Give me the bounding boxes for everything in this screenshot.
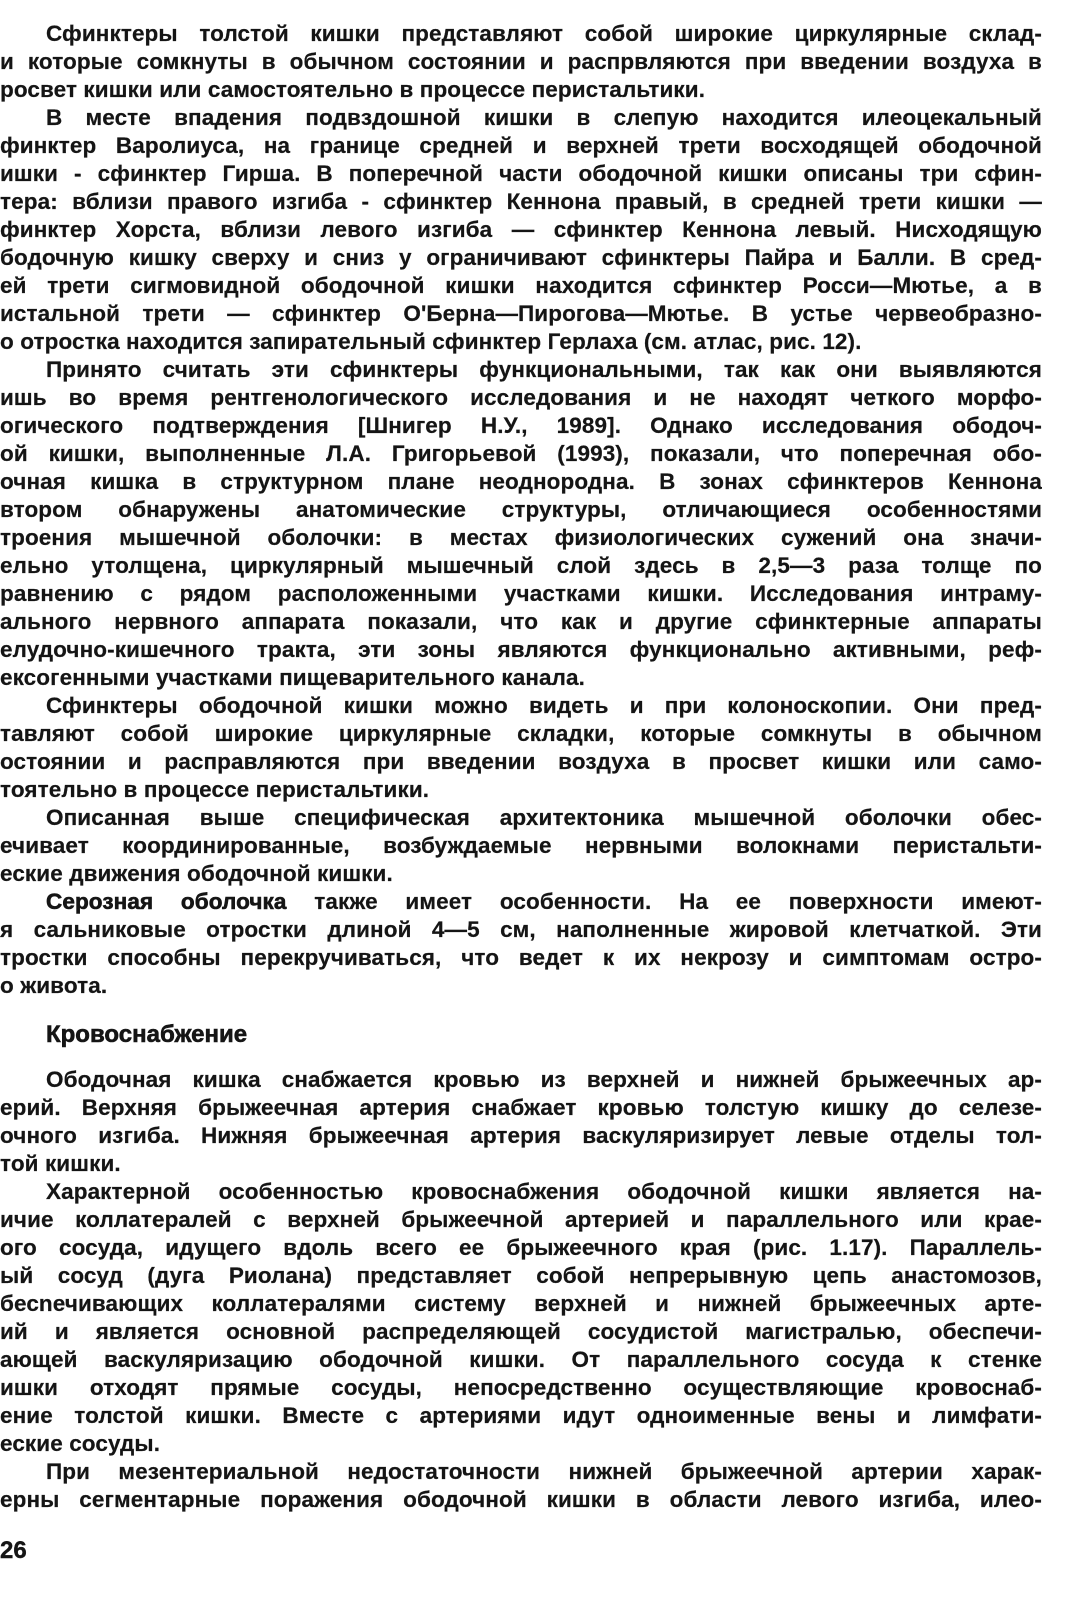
text-line: тавляют собой широкие циркулярные складки, которые сомкнуты в обычном bbox=[0, 721, 1042, 746]
bold-term: Серозная оболочка bbox=[46, 889, 287, 914]
text-line: Ободочная кишка снабжается кровью из верхней и нижней брыжеечных ар- bbox=[46, 1067, 1042, 1092]
page-number: 26 bbox=[0, 1537, 27, 1564]
text-line: ей трети сигмовидной ободочной кишки находится сфинктер Росси—Мютье, а в bbox=[0, 273, 1042, 298]
text-line: ишь во время рентгенологического исследования и не находят четкого морфо- bbox=[0, 385, 1042, 410]
text-line: о отростка находится запирательный сфинктер Герлаха (см. атлас, рис. 12). bbox=[0, 329, 862, 354]
document-page bbox=[0, 8, 1078, 1600]
text-line: Сфинктеры ободочной кишки можно видеть и при колоноскопии. Они пред- bbox=[46, 693, 1042, 718]
text-line: очная кишка в структурном плане неоднородна. В зонах сфинктеров Кеннона bbox=[0, 469, 1042, 494]
text-line: той кишки. bbox=[0, 1151, 121, 1176]
text-line: ого сосуда, идущего вдоль всего ее брыжеечного края (рис. 1.17). Параллель- bbox=[0, 1235, 1042, 1260]
text-line: троения мышечной оболочки: в местах физиологических сужений она значи- bbox=[0, 525, 1042, 550]
text-line: истальной трети — сфинктер О'Берна—Пирогова—Мютье. В устье червеобразно- bbox=[0, 301, 1042, 326]
text-line: ый сосуд (дуга Риолана) представляет собой непрерывную цепь анастомозов, bbox=[0, 1263, 1042, 1288]
text-line: тростки способны перекручиваться, что ведет к их некрозу и симптомам остро- bbox=[0, 945, 1042, 970]
text-line: В месте впадения подвздошной кишки в слепую находится илеоцекальный bbox=[46, 105, 1042, 130]
text-line: ой кишки, выполненные Л.А. Григорьевой (1993), показали, что поперечная обо- bbox=[0, 441, 1042, 466]
text-line: очного изгиба. Нижняя брыжеечная артерия васкуляризирует левые отделы тол- bbox=[0, 1123, 1042, 1148]
section-heading: Кровоснабжение bbox=[46, 1021, 248, 1048]
text-line: Сфинктеры толстой кишки представляют собой широкие циркулярные склад- bbox=[46, 21, 1042, 46]
text-line: ельно утолщена, циркулярный мышечный слой здесь в 2,5—3 раза толще по bbox=[0, 553, 1042, 578]
text-line: ий и является основной распределяющей сосудистой магистралью, обеспечи- bbox=[0, 1319, 1042, 1344]
text-line: еские сосуды. bbox=[0, 1431, 161, 1456]
text-line: Характерной особенностью кровоснабжения ободочной кишки является на- bbox=[46, 1179, 1042, 1204]
text-line: росвет кишки или самостоятельно в процессе перистальтики. bbox=[0, 77, 706, 102]
text-line: Принято считать эти сфинктеры функциональными, так как они выявляются bbox=[46, 357, 1042, 382]
text-run: также имеет особенности. На ее поверхности имеют- bbox=[286, 889, 1042, 914]
text-line: тоятельно в процессе перистальтики. bbox=[0, 777, 430, 802]
text-line: бесnечивающих коллатералями систему верхней и нижней брыжеечных арте- bbox=[0, 1291, 1042, 1316]
text-line: о живота. bbox=[0, 973, 108, 998]
text-line: ального нервного аппарата показали, что как и другие сфинктерные аппараты bbox=[0, 609, 1042, 634]
text-line: еские движения ободочной кишки. bbox=[0, 861, 393, 886]
text-line: ечивает координированные, возбуждаемые нервными волокнами перистальти- bbox=[0, 833, 1042, 858]
text-line: бодочную кишку сверху и сниз у ограничивают сфинктеры Пайра и Балли. В сред- bbox=[0, 245, 1042, 270]
text-line: Описанная выше специфическая архитектоника мышечной оболочки обес- bbox=[46, 805, 1042, 830]
text-line: елудочно-кишечного тракта, эти зоны являются функционально активными, реф- bbox=[0, 637, 1042, 662]
text-line: ерий. Верхняя брыжеечная артерия снабжает кровью толстую кишку до селезе- bbox=[0, 1095, 1042, 1120]
text-line: равнению с рядом расположенными участками кишки. Исследования интраму- bbox=[0, 581, 1042, 606]
text-line: ексогенными участками пищеварительного канала. bbox=[0, 665, 586, 690]
text-line: финктер Варолиуса, на границе средней и верхней трети восходящей ободочной bbox=[0, 133, 1042, 158]
text-line: остоянии и расправляются при введении воздуха в просвет кишки или само- bbox=[0, 749, 1042, 774]
text-line: втором обнаружены анатомические структуры, отличающиеся особенностями bbox=[0, 497, 1042, 522]
text-line: ающей васкуляризацию ободочной кишки. От параллельного сосуда к стенке bbox=[0, 1347, 1042, 1372]
text-line: финктер Хорста, вблизи левого изгиба — сфинктер Кеннона левый. Нисходящую bbox=[0, 217, 1042, 242]
text-line: ишки отходят прямые сосуды, непосредственно осуществляющие кровоснаб- bbox=[0, 1375, 1042, 1400]
text-line bbox=[46, 888, 1042, 916]
text-line: огического подтверждения [Шнигер Н.У., 1989]. Однако исследования ободоч- bbox=[0, 413, 1042, 438]
text-line: тера: вблизи правого изгиба - сфинктер Кеннона правый, в средней трети кишки — bbox=[0, 189, 1042, 214]
text-line: я сальниковые отростки длиной 4—5 см, наполненные жировой клетчаткой. Эти bbox=[0, 917, 1042, 942]
text-line: При мезентериальной недостаточности нижней брыжеечной артерии харак- bbox=[46, 1459, 1042, 1484]
text-line: и которые сомкнуты в обычном состоянии и распрвляются при введении воздуха в bbox=[0, 49, 1042, 74]
text-line: ерны сегментарные поражения ободочной кишки в области левого изгиба, илео- bbox=[0, 1487, 1042, 1512]
text-line: ишки - сфинктер Гирша. В поперечной части ободочной кишки описаны три сфин- bbox=[0, 161, 1042, 186]
text-line: ение толстой кишки. Вместе с артериями идут одноименные вены и лимфати- bbox=[0, 1403, 1042, 1428]
text-line: ичие коллатералей с верхней брыжеечной артерией и параллельного или крае- bbox=[0, 1207, 1042, 1232]
